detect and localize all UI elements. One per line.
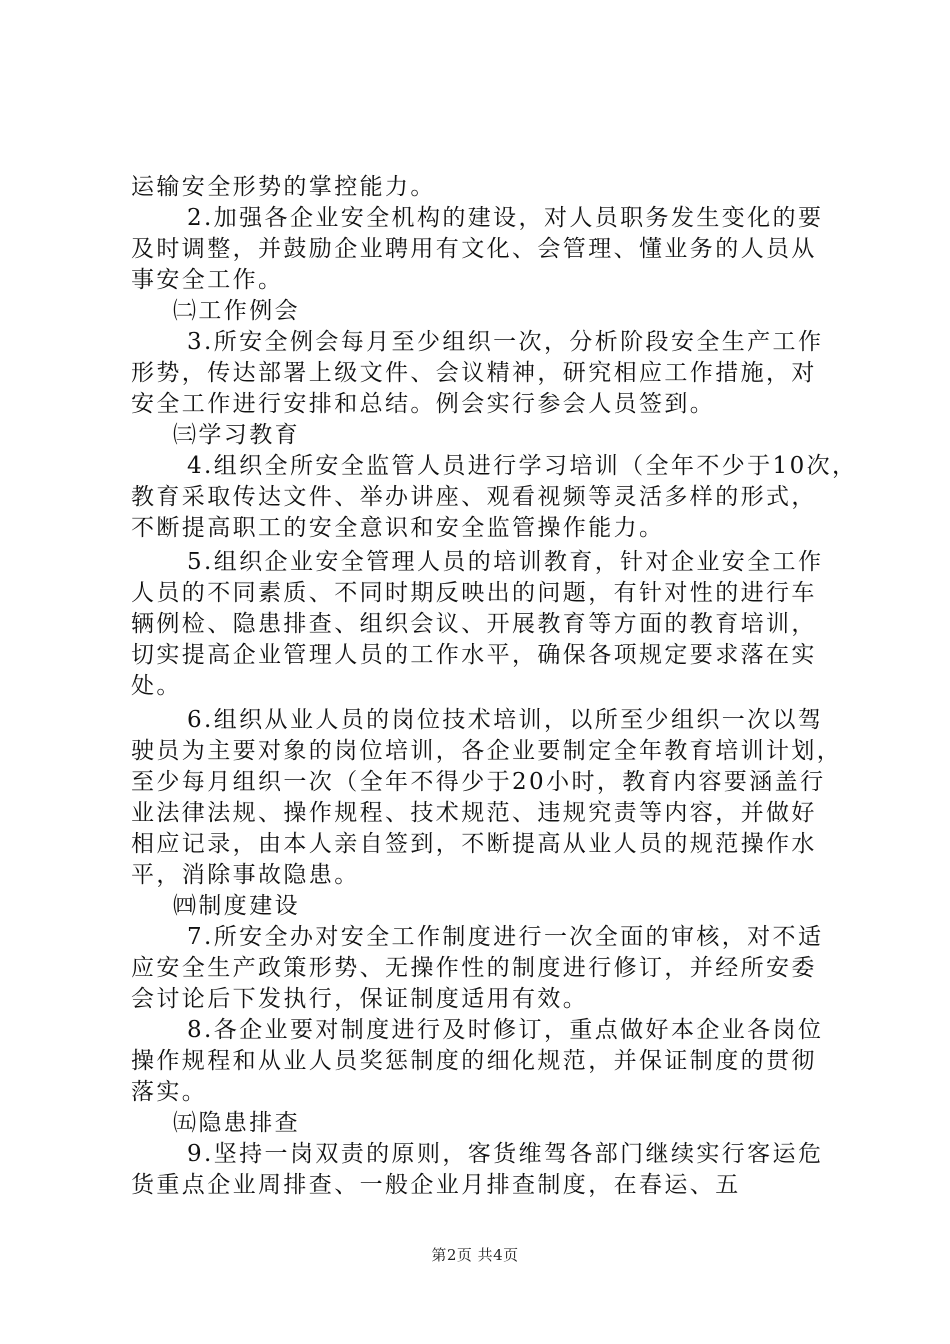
page-number-label: 第2页 共4页 [431, 1246, 519, 1264]
text-line: 处。 [131, 673, 182, 699]
section-heading-3: ㈢学习教育 [173, 422, 300, 448]
text-line: 教育采取传达文件、举办讲座、观看视频等灵活多样的形式， [131, 484, 817, 510]
text-line: 落实。 [131, 1079, 208, 1105]
document-body [131, 172, 858, 1201]
text-line: 事安全工作。 [131, 267, 284, 293]
page-footer [0, 1244, 950, 1265]
text-line: 运输安全形势的掌控能力。 [131, 174, 436, 200]
text-line: 应安全生产政策形势、无操作性的制度进行修订，并经所安委 [131, 955, 817, 981]
section-heading-5: ㈤隐患排查 [173, 1110, 300, 1136]
section-heading-4: ㈣制度建设 [173, 893, 300, 919]
text-line: 货重点企业周排查、一般企业月排查制度，在春运、五 [131, 1172, 741, 1198]
text-line: 安全工作进行安排和总结。例会实行参会人员签到。 [131, 391, 716, 417]
paragraph-item-6: 6.组织从业人员的岗位技术培训，以所至少组织一次以驾 [187, 707, 824, 733]
section-heading-2: ㈡工作例会 [173, 298, 300, 324]
text-line: 辆例检、隐患排查、组织会议、开展教育等方面的教育培训， [131, 611, 817, 637]
text-line: 相应记录，由本人亲自签到，不断提高从业人员的规范操作水 [131, 831, 817, 857]
paragraph-item-8: 8.各企业要对制度进行及时修订，重点做好本企业各岗位 [187, 1017, 824, 1043]
text-line: 操作规程和从业人员奖惩制度的细化规范，并保证制度的贯彻 [131, 1048, 817, 1074]
text-line: 会讨论后下发执行，保证制度适用有效。 [131, 986, 589, 1012]
text-line: 平，消除事故隐患。 [131, 862, 360, 888]
paragraph-item-4: 4.组织全所安全监管人员进行学习培训（全年不少于10次， [187, 453, 858, 479]
text-line: 切实提高企业管理人员的工作水平，确保各项规定要求落在实 [131, 642, 817, 668]
text-line: 驶员为主要对象的岗位培训，各企业要制定全年教育培训计划， [131, 738, 843, 764]
paragraph-item-5: 5.组织企业安全管理人员的培训教育，针对企业安全工作 [187, 549, 824, 575]
paragraph-item-7: 7.所安全办对安全工作制度进行一次全面的审核，对不适 [187, 924, 824, 950]
text-line: 业法律法规、操作规程、技术规范、违规究责等内容，并做好 [131, 800, 817, 826]
text-line: 形势，传达部署上级文件、会议精神，研究相应工作措施，对 [131, 360, 817, 386]
paragraph-item-2: 2.加强各企业安全机构的建设，对人员职务发生变化的要 [187, 205, 824, 231]
text-line: 人员的不同素质、不同时期反映出的问题，有针对性的进行车 [131, 580, 817, 606]
text-line: 不断提高职工的安全意识和安全监管操作能力。 [131, 515, 665, 541]
paragraph-item-3: 3.所安全例会每月至少组织一次，分析阶段安全生产工作 [187, 329, 824, 355]
text-line: 至少每月组织一次（全年不得少于20小时，教育内容要涵盖行 [131, 769, 826, 795]
text-line: 及时调整，并鼓励企业聘用有文化、会管理、懂业务的人员从 [131, 236, 817, 262]
paragraph-item-9: 9.坚持一岗双责的原则，客货维驾各部门继续实行客运危 [187, 1141, 824, 1167]
